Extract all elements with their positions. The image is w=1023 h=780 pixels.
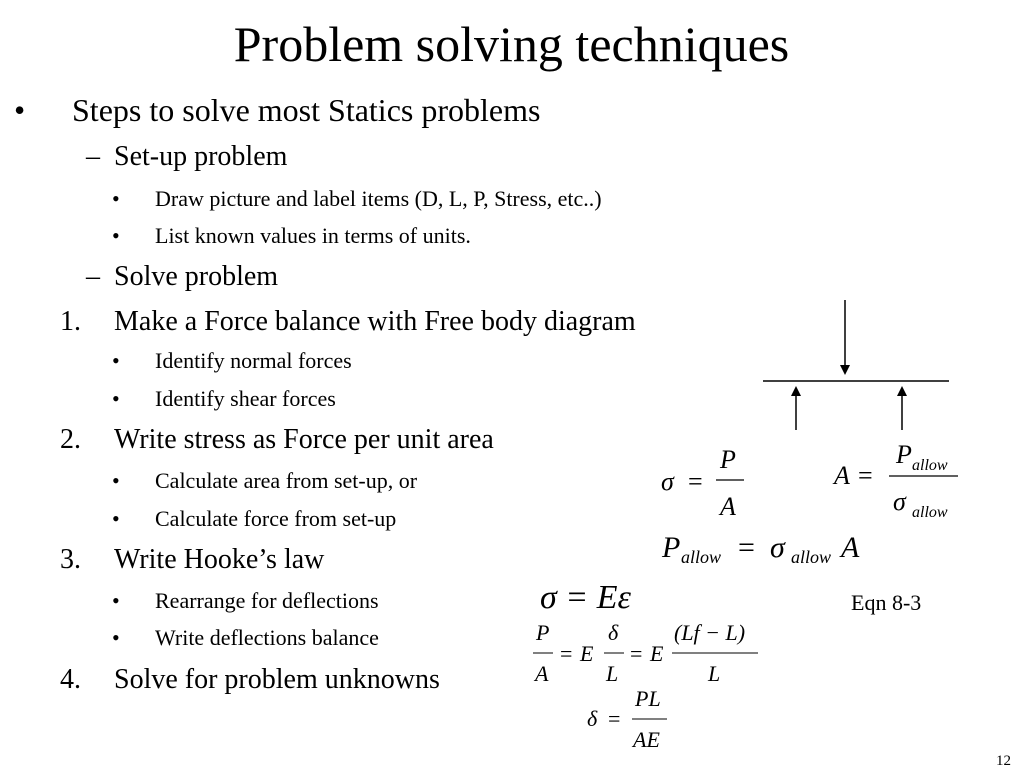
strain-e2: E: [650, 641, 664, 666]
setup-heading: Set-up problem: [114, 141, 288, 172]
bullet-marker: •: [112, 386, 120, 411]
step-stress: Write stress as Force per unit area: [114, 424, 494, 455]
force-a: A: [841, 531, 860, 564]
bullet-marker: •: [112, 625, 120, 650]
item-shear-forces: Identify shear forces: [155, 386, 336, 411]
strain-eq2: =: [630, 641, 643, 666]
step-number: 2.: [60, 424, 81, 455]
force-sigma-sub: allow: [791, 547, 832, 567]
dash-marker: –: [86, 141, 100, 172]
bullet-marker: •: [112, 468, 120, 493]
deflection-equals: =: [608, 706, 621, 731]
item-calc-area: Calculate area from set-up, or: [155, 468, 418, 493]
force-p: P: [662, 531, 681, 564]
strain-frac1-num: P: [536, 620, 550, 645]
item-deflections-balance: Write deflections balance: [155, 625, 379, 650]
area-numerator: P: [896, 440, 912, 469]
heading-steps: Steps to solve most Statics problems: [72, 92, 541, 128]
step-hooke: Write Hooke’s law: [114, 544, 325, 575]
item-normal-forces: Identify normal forces: [155, 348, 352, 373]
step-force-balance: Make a Force balance with Free body diagram: [114, 306, 636, 337]
area-denominator: σ: [893, 487, 906, 516]
strain-frac2-num: δ: [608, 620, 619, 645]
strain-e1: E: [580, 641, 594, 666]
force-equals: =: [738, 531, 755, 564]
force-sigma: σ: [770, 531, 785, 564]
slide-number: 12: [996, 753, 1011, 769]
step-number: 1.: [60, 306, 81, 337]
strain-frac3-den: L: [708, 661, 721, 686]
stress-numerator: P: [720, 445, 736, 474]
setup-item-list: List known values in terms of units.: [155, 223, 471, 248]
stress-lhs: σ: [661, 467, 674, 496]
bullet-marker: •: [112, 506, 120, 531]
strain-frac2-den: L: [606, 661, 619, 686]
deflection-numerator: PL: [635, 686, 661, 711]
stress-equation: [661, 445, 744, 521]
free-body-diagram: [763, 300, 949, 430]
item-calc-force: Calculate force from set-up: [155, 506, 397, 531]
bullet-marker: •: [112, 348, 120, 373]
deflection-equation: [587, 686, 667, 752]
deflection-denominator: AE: [633, 727, 660, 752]
deflection-lhs: δ: [587, 706, 598, 731]
strain-frac1-den: A: [535, 661, 549, 686]
step-unknowns: Solve for problem unknowns: [114, 664, 440, 695]
hooke-equation: σ = Eε: [540, 579, 631, 616]
force-equation: [661, 531, 860, 567]
strain-frac3-num: (Lf − L): [674, 620, 746, 645]
area-equals: =: [858, 461, 873, 490]
setup-item-draw: Draw picture and label items (D, L, P, Stress, etc..): [155, 186, 602, 211]
slide-title: Problem solving techniques: [233, 16, 790, 72]
solve-heading: Solve problem: [114, 261, 279, 292]
step-number: 4.: [60, 664, 81, 695]
dash-marker: –: [86, 261, 100, 292]
bullet-marker: •: [112, 588, 120, 613]
strain-equation: [533, 620, 758, 686]
step-number: 3.: [60, 544, 81, 575]
area-equation: [832, 440, 958, 521]
equation-label: Eqn 8-3: [851, 590, 922, 615]
stress-denominator: A: [720, 492, 736, 521]
area-denominator-sub: allow: [912, 504, 948, 521]
bullet-marker: •: [112, 186, 120, 211]
bullet-marker: •: [14, 92, 26, 128]
item-rearrange: Rearrange for deflections: [155, 588, 379, 613]
bullet-marker: •: [112, 223, 120, 248]
strain-eq1: =: [560, 641, 573, 666]
area-numerator-sub: allow: [912, 457, 948, 474]
force-p-sub: allow: [681, 547, 722, 567]
area-lhs: A: [834, 461, 850, 490]
stress-equals: =: [688, 467, 703, 496]
